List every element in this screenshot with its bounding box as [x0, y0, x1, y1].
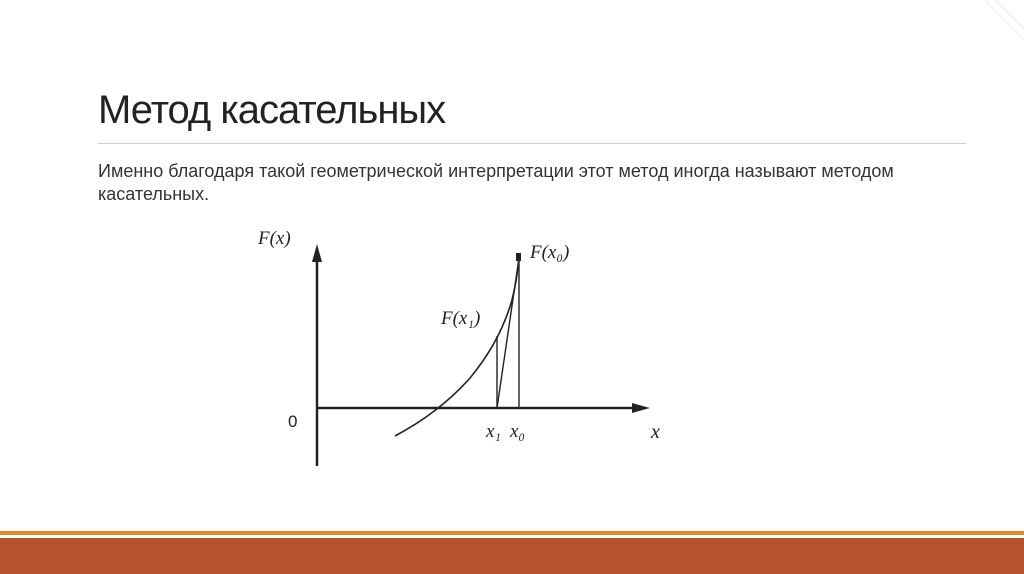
- y-axis-label: F(x): [258, 228, 291, 249]
- footer-bar: [0, 538, 1024, 574]
- y-axis-arrow: [312, 244, 322, 262]
- function-curve: [395, 258, 519, 436]
- slide-body-text: Именно благодаря такой геометрической интерпретации этот метод иногда называют методом касательных.: [98, 161, 894, 204]
- f-x0-point-marker: [516, 253, 521, 261]
- x-axis-arrow: [632, 403, 650, 413]
- x1-label: x₁: [486, 421, 502, 442]
- footer-accent-line: [0, 531, 1024, 535]
- origin-label: 0: [288, 412, 298, 431]
- x0-label: x₀: [510, 421, 526, 442]
- tangent-line-at-x0: [497, 258, 519, 408]
- x-axis-label: x: [651, 421, 660, 443]
- f-x0-label: F(x₀): [530, 242, 570, 263]
- f-x1-label: F(x₁): [441, 308, 481, 329]
- slide-title: Метод касательных: [98, 88, 446, 132]
